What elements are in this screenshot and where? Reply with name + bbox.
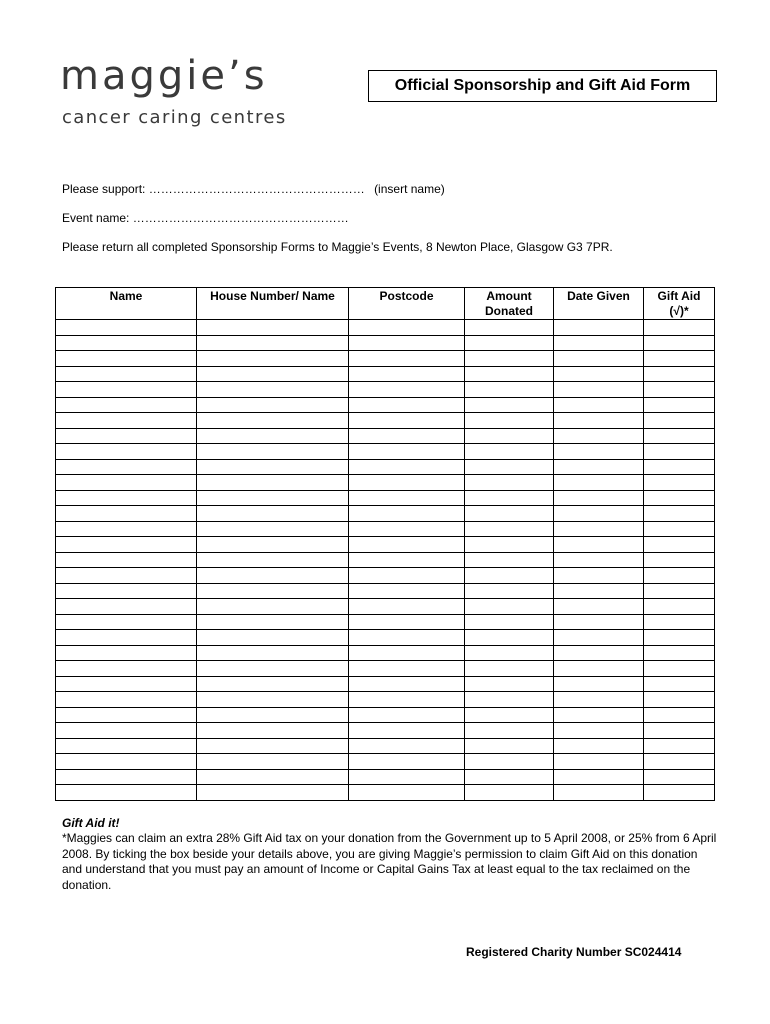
table-cell[interactable] [197,413,349,429]
return-note: Please return all completed Sponsorship Forms to Maggie’s Events, 8 Newton Place, Glasgow G3 7PR. [62,240,613,254]
table-row [56,552,715,568]
table-cell[interactable] [644,738,715,754]
sponsorship-table [55,287,715,801]
table-cell[interactable] [465,506,554,522]
table-cell[interactable] [197,583,349,599]
table-cell[interactable] [554,692,644,708]
table-cell[interactable] [197,444,349,460]
table-cell[interactable] [465,645,554,661]
table-row [56,614,715,630]
table-cell[interactable] [349,661,465,677]
table-cell[interactable] [554,428,644,444]
table-cell[interactable] [554,521,644,537]
table-cell[interactable] [56,583,197,599]
table-cell[interactable] [644,785,715,801]
logo-tagline: cancer caring centres [62,107,287,128]
table-cell[interactable] [644,459,715,475]
table-cell[interactable] [197,320,349,336]
table-cell[interactable] [197,723,349,739]
table-cell[interactable] [554,444,644,460]
table-cell[interactable] [56,490,197,506]
table-cell[interactable] [197,382,349,398]
table-row [56,444,715,460]
table-row [56,413,715,429]
table-cell[interactable] [554,459,644,475]
table-cell[interactable] [56,614,197,630]
table-cell[interactable] [554,645,644,661]
logo-name: maggie’s [60,53,268,99]
table-cell[interactable] [349,599,465,615]
table-cell[interactable] [644,568,715,584]
table-cell[interactable] [465,692,554,708]
table-cell[interactable] [56,428,197,444]
table-cell[interactable] [349,785,465,801]
table-cell[interactable] [554,738,644,754]
event-label: Event name: ……………………………………………… [62,211,349,225]
table-cell[interactable] [56,785,197,801]
table-cell[interactable] [56,723,197,739]
table-cell[interactable] [197,351,349,367]
table-cell[interactable] [56,707,197,723]
table-cell[interactable] [56,692,197,708]
table-cell[interactable] [56,459,197,475]
table-cell[interactable] [197,552,349,568]
table-cell[interactable] [349,506,465,522]
table-row [56,661,715,677]
table-cell[interactable] [56,754,197,770]
table-row [56,599,715,615]
table-row [56,366,715,382]
table-cell[interactable] [644,351,715,367]
gift-aid-heading: Gift Aid it! [62,816,120,830]
table-cell[interactable] [56,568,197,584]
event-line [62,211,349,225]
table-cell[interactable] [349,459,465,475]
table-cell[interactable] [644,723,715,739]
support-hint: (insert name) [374,182,445,196]
table-cell[interactable] [197,568,349,584]
table-row [56,754,715,770]
table-row [56,707,715,723]
table-cell[interactable] [554,630,644,646]
table-cell[interactable] [465,769,554,785]
table-cell[interactable] [465,707,554,723]
table-row [56,382,715,398]
table-cell[interactable] [197,335,349,351]
table-cell[interactable] [197,506,349,522]
table-cell[interactable] [554,676,644,692]
table-row [56,583,715,599]
table-row [56,676,715,692]
table-cell[interactable] [349,444,465,460]
table-cell[interactable] [349,707,465,723]
table-cell[interactable] [465,676,554,692]
table-row [56,723,715,739]
table-cell[interactable] [554,723,644,739]
table-cell[interactable] [554,335,644,351]
table-cell[interactable] [554,614,644,630]
table-cell[interactable] [554,397,644,413]
table-cell[interactable] [554,490,644,506]
table-cell[interactable] [197,475,349,491]
table-cell[interactable] [465,521,554,537]
table-cell[interactable] [197,645,349,661]
table-cell[interactable] [554,754,644,770]
table-cell[interactable] [644,661,715,677]
table-cell[interactable] [644,521,715,537]
table-cell[interactable] [644,692,715,708]
table-cell[interactable] [56,444,197,460]
table-cell[interactable] [465,459,554,475]
table-cell[interactable] [197,459,349,475]
table-cell[interactable] [644,537,715,553]
table-cell[interactable] [349,723,465,739]
table-cell[interactable] [465,428,554,444]
table-body [56,320,715,801]
header-gift-aid: Gift Aid (√)* [644,288,715,320]
table-row [56,769,715,785]
table-cell[interactable] [349,475,465,491]
table-cell[interactable] [644,506,715,522]
table-cell[interactable] [554,552,644,568]
table-cell[interactable] [644,754,715,770]
table-row [56,397,715,413]
table-cell[interactable] [644,413,715,429]
table-cell[interactable] [554,413,644,429]
table-cell[interactable] [465,661,554,677]
table-row [56,428,715,444]
table-cell[interactable] [349,335,465,351]
table-cell[interactable] [465,537,554,553]
table-cell[interactable] [349,351,465,367]
table-row [56,738,715,754]
table-cell[interactable] [349,521,465,537]
table-cell[interactable] [644,397,715,413]
form-title: Official Sponsorship and Gift Aid Form [368,70,717,102]
table-cell[interactable] [197,738,349,754]
table-cell[interactable] [349,382,465,398]
table-cell[interactable] [644,630,715,646]
table-cell[interactable] [56,661,197,677]
table-cell[interactable] [644,707,715,723]
table-cell[interactable] [465,723,554,739]
header-amount-donated: Amount Donated [465,288,554,320]
header-name: Name [56,288,197,320]
table-cell[interactable] [554,382,644,398]
table-row [56,521,715,537]
table-row [56,490,715,506]
table-cell[interactable] [197,630,349,646]
table-cell[interactable] [56,738,197,754]
table-cell[interactable] [349,630,465,646]
table-cell[interactable] [644,366,715,382]
table-cell[interactable] [554,707,644,723]
table-cell[interactable] [465,397,554,413]
table-cell[interactable] [197,661,349,677]
table-cell[interactable] [644,614,715,630]
table-row [56,506,715,522]
table-cell[interactable] [644,382,715,398]
table-cell[interactable] [644,475,715,491]
table-cell[interactable] [349,568,465,584]
table-cell[interactable] [465,351,554,367]
table-cell[interactable] [465,475,554,491]
table-cell[interactable] [56,521,197,537]
table-cell[interactable] [554,320,644,336]
gift-aid-text: *Maggies can claim an extra 28% Gift Aid tax on your donation from the Government up to 5 April 2008, or 25% from 6 April 2008. By ticking the box beside your details above, you are giving Maggie’s permission to claim Gift Aid on this donation and understand that you must pay an amount of Income or Capital Gains Tax at least equal to the tax reclaimed on the donation. [62,831,717,892]
table-cell[interactable] [465,320,554,336]
table-cell[interactable] [554,661,644,677]
table-cell[interactable] [644,335,715,351]
table-cell[interactable] [554,785,644,801]
table-cell[interactable] [56,630,197,646]
table-cell[interactable] [349,676,465,692]
table-cell[interactable] [349,614,465,630]
table-cell[interactable] [197,769,349,785]
table-cell[interactable] [197,754,349,770]
table-cell[interactable] [56,397,197,413]
table-cell[interactable] [56,475,197,491]
table-cell[interactable] [197,614,349,630]
table-cell[interactable] [197,692,349,708]
table-cell[interactable] [465,413,554,429]
table-cell[interactable] [554,351,644,367]
table-cell[interactable] [56,366,197,382]
table-cell[interactable] [465,444,554,460]
table-cell[interactable] [349,413,465,429]
table-cell[interactable] [197,397,349,413]
table-cell[interactable] [197,490,349,506]
charity-number: Registered Charity Number SC024414 [466,945,682,959]
table-row [56,335,715,351]
table-cell[interactable] [56,382,197,398]
table-row [56,537,715,553]
table-cell[interactable] [644,444,715,460]
table-cell[interactable] [465,382,554,398]
table-cell[interactable] [349,754,465,770]
table-cell[interactable] [554,366,644,382]
table-cell[interactable] [465,490,554,506]
table-cell[interactable] [349,428,465,444]
table-cell[interactable] [56,506,197,522]
table-header-row [56,288,715,320]
table-cell[interactable] [554,506,644,522]
table-cell[interactable] [554,769,644,785]
table-cell[interactable] [56,645,197,661]
table-cell[interactable] [465,568,554,584]
table-cell[interactable] [465,738,554,754]
table-cell[interactable] [465,599,554,615]
table-cell[interactable] [197,366,349,382]
table-row [56,785,715,801]
support-line [62,182,445,196]
table-cell[interactable] [349,645,465,661]
table-cell[interactable] [465,630,554,646]
table-cell[interactable] [554,568,644,584]
table-cell[interactable] [644,490,715,506]
table-cell[interactable] [465,614,554,630]
table-cell[interactable] [197,428,349,444]
table-row [56,630,715,646]
header-date-given: Date Given [554,288,644,320]
table-cell[interactable] [465,754,554,770]
table-cell[interactable] [197,537,349,553]
table-cell[interactable] [56,413,197,429]
table-cell[interactable] [349,537,465,553]
header-house-number: House Number/ Name [197,288,349,320]
table-cell[interactable] [644,599,715,615]
table-cell[interactable] [644,645,715,661]
table-cell[interactable] [56,769,197,785]
table-cell[interactable] [349,692,465,708]
table-cell[interactable] [644,676,715,692]
table-cell[interactable] [644,769,715,785]
table-cell[interactable] [56,537,197,553]
table-cell[interactable] [197,521,349,537]
table-cell[interactable] [644,583,715,599]
table-cell[interactable] [56,335,197,351]
table-cell[interactable] [197,599,349,615]
table-cell[interactable] [644,320,715,336]
table-row [56,568,715,584]
table-cell[interactable] [554,599,644,615]
table-row [56,692,715,708]
table-cell[interactable] [465,366,554,382]
table-cell[interactable] [349,397,465,413]
header-postcode: Postcode [349,288,465,320]
table-cell[interactable] [56,351,197,367]
table-cell[interactable] [56,599,197,615]
table-cell[interactable] [197,785,349,801]
table-cell[interactable] [465,335,554,351]
table-row [56,475,715,491]
table-cell[interactable] [465,583,554,599]
table-row [56,320,715,336]
table-cell[interactable] [465,552,554,568]
table-cell[interactable] [56,552,197,568]
table-row [56,351,715,367]
table-cell[interactable] [554,537,644,553]
table-cell[interactable] [349,320,465,336]
table-cell[interactable] [554,583,644,599]
table-cell[interactable] [465,785,554,801]
table-cell[interactable] [349,490,465,506]
table-cell[interactable] [197,676,349,692]
table-row [56,645,715,661]
table-cell[interactable] [197,707,349,723]
table-cell[interactable] [349,769,465,785]
table-cell[interactable] [349,583,465,599]
table-cell[interactable] [644,428,715,444]
table-cell[interactable] [349,738,465,754]
table-cell[interactable] [56,320,197,336]
support-label: Please support: ……………………………………………… [62,182,365,196]
table-cell[interactable] [554,475,644,491]
table-cell[interactable] [56,676,197,692]
table-cell[interactable] [349,366,465,382]
table-cell[interactable] [644,552,715,568]
table-cell[interactable] [349,552,465,568]
table-row [56,459,715,475]
